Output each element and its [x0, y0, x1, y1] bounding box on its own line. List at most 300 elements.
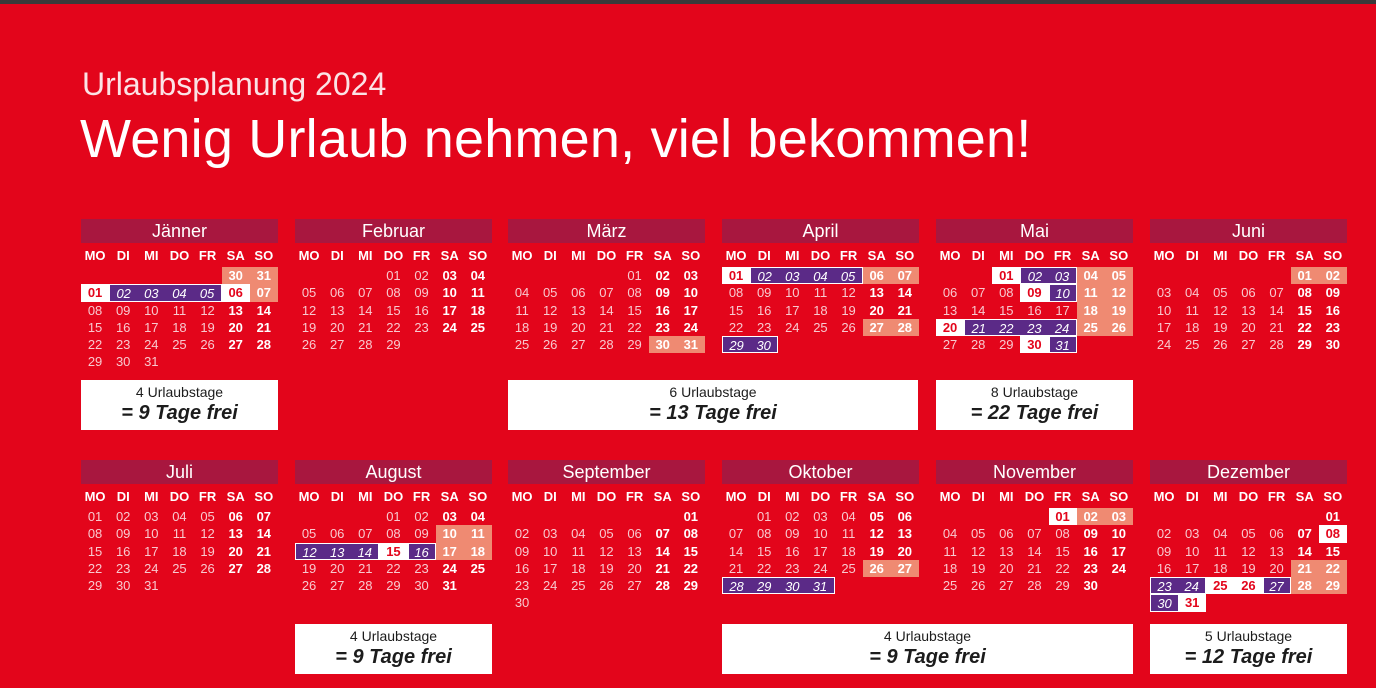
day-cell: 05: [1241, 526, 1256, 542]
day-cell: 17: [785, 302, 800, 318]
weekday-label: MI: [785, 489, 800, 504]
day-cell: 07: [599, 285, 614, 301]
day-cell: 16: [115, 543, 131, 559]
day-cell: 06: [627, 526, 642, 542]
day-cell: 05: [194, 284, 222, 301]
day-cell: 03: [1184, 526, 1200, 542]
day-cell: 24: [1178, 577, 1206, 594]
empty-cell: [1020, 508, 1048, 525]
weekday-label: SO: [254, 489, 274, 504]
empty-cell: [351, 267, 379, 284]
day-cell: 26: [970, 578, 986, 594]
day-cell: 01: [386, 509, 401, 524]
weekday-label: FR: [198, 248, 217, 263]
day-cell: 02: [1077, 508, 1105, 525]
weekday-label: SO: [681, 489, 701, 504]
day-cell: 15: [386, 302, 401, 318]
weekday-label: MO: [84, 489, 106, 504]
day-cell: 30: [414, 578, 429, 594]
day-cell: 12: [1213, 302, 1228, 318]
day-cell: 11: [1077, 284, 1105, 301]
day-cell: 10: [436, 525, 464, 542]
empty-cell: [649, 508, 677, 525]
day-cell: 03: [1156, 285, 1172, 301]
weekday-label: DI: [330, 489, 344, 504]
day-cell: 21: [1291, 560, 1319, 577]
summary-box-dez: [1150, 624, 1347, 674]
day-cell: 01: [1291, 267, 1319, 284]
empty-cell: [1206, 508, 1234, 525]
day-cell: 21: [599, 319, 614, 335]
month-mai: [936, 219, 1133, 353]
day-cell: 14: [728, 543, 744, 559]
day-cell: 29: [87, 578, 103, 594]
weekday-label: SO: [895, 489, 915, 504]
day-cell: 12: [599, 543, 614, 559]
day-cell: 13: [999, 543, 1014, 559]
weekday-row: [1150, 248, 1347, 264]
day-cell: 04: [1077, 267, 1105, 284]
day-cell: 14: [599, 302, 614, 318]
day-cell: 07: [891, 267, 919, 284]
day-cell: 10: [683, 285, 699, 301]
day-cell: 27: [627, 578, 642, 594]
weekday-label: MI: [1213, 489, 1228, 504]
day-grid: [936, 267, 1133, 353]
day-cell: 21: [358, 319, 373, 335]
day-cell: 15: [627, 302, 642, 318]
day-cell: 13: [228, 302, 243, 318]
day-cell: 28: [1027, 578, 1042, 594]
day-cell: 29: [627, 337, 642, 353]
weekday-label: MI: [571, 248, 586, 263]
day-cell: 24: [144, 560, 159, 576]
day-cell: 06: [897, 509, 913, 524]
day-cell: 09: [514, 543, 530, 559]
day-cell: 18: [514, 319, 530, 335]
day-cell: 10: [144, 526, 159, 542]
day-cell: 31: [806, 577, 834, 594]
weekday-label: SO: [468, 248, 488, 263]
day-cell: 12: [200, 302, 215, 318]
day-cell: 06: [571, 285, 586, 301]
day-cell: 27: [891, 560, 919, 577]
empty-cell: [592, 267, 620, 284]
day-cell: 10: [813, 526, 828, 542]
day-cell: 09: [414, 526, 429, 542]
day-cell: 02: [115, 509, 131, 524]
day-cell: 31: [677, 336, 705, 353]
empty-cell: [109, 267, 137, 284]
day-cell: 03: [683, 268, 699, 283]
day-cell: 13: [571, 302, 586, 318]
weekday-label: FR: [839, 489, 858, 504]
weekday-label: MI: [785, 248, 800, 263]
day-cell: 23: [1020, 319, 1048, 336]
day-cell: 07: [250, 284, 278, 301]
weekday-row: [722, 489, 919, 505]
day-cell: 29: [722, 336, 750, 353]
day-cell: 17: [1156, 319, 1172, 335]
day-cell: 31: [1178, 594, 1206, 611]
month-header: Oktober: [722, 460, 919, 484]
weekday-label: MO: [725, 248, 747, 263]
weekday-label: SO: [254, 248, 274, 263]
weekday-label: FR: [1053, 248, 1072, 263]
weekday-label: FR: [198, 489, 217, 504]
day-cell: 25: [172, 560, 187, 576]
day-cell: 30: [115, 354, 131, 370]
weekday-label: FR: [412, 489, 431, 504]
day-cell: 01: [992, 267, 1020, 284]
day-cell: 16: [1325, 302, 1341, 318]
day-cell: 15: [1325, 543, 1341, 559]
day-cell: 02: [1156, 526, 1172, 542]
weekday-label: MO: [298, 489, 320, 504]
day-cell: 07: [655, 526, 670, 542]
weekday-label: SA: [1081, 248, 1100, 263]
month-dezember: [1150, 460, 1347, 612]
day-cell: 01: [1325, 509, 1341, 524]
day-cell: 14: [256, 526, 272, 542]
empty-cell: [137, 267, 165, 284]
empty-cell: [564, 267, 592, 284]
day-cell: 12: [542, 302, 558, 318]
day-cell: 09: [414, 285, 429, 301]
day-cell: 10: [785, 285, 800, 301]
day-cell: 19: [542, 319, 558, 335]
day-cell: 21: [728, 560, 744, 576]
weekday-label: DI: [1185, 248, 1199, 263]
day-cell: 08: [627, 285, 642, 301]
day-grid: [1150, 508, 1347, 612]
empty-cell: [964, 508, 992, 525]
summary-box-okt-nov: [722, 624, 1133, 674]
day-cell: 16: [408, 543, 436, 560]
weekday-label: SO: [1109, 248, 1129, 263]
weekday-label: SA: [1081, 489, 1100, 504]
headline: Wenig Urlaub nehmen, viel bekommen!: [80, 109, 1032, 169]
day-cell: 16: [414, 302, 429, 318]
day-cell: 06: [1269, 526, 1284, 542]
day-cell: 27: [1241, 337, 1256, 353]
day-cell: 19: [599, 560, 614, 576]
day-cell: 23: [756, 319, 772, 335]
day-cell: 20: [897, 543, 913, 559]
empty-cell: [1234, 267, 1262, 284]
empty-cell: [1178, 267, 1206, 284]
month-august: [295, 460, 492, 594]
day-cell: 23: [785, 560, 800, 576]
weekday-label: FR: [1267, 248, 1286, 263]
empty-cell: [592, 508, 620, 525]
weekday-row: [936, 248, 1133, 264]
weekday-row: [1150, 489, 1347, 505]
month-november: [936, 460, 1133, 594]
day-cell: 10: [144, 302, 159, 318]
day-cell: 08: [1297, 285, 1312, 301]
weekday-label: SO: [1109, 489, 1129, 504]
day-cell: 28: [599, 337, 614, 353]
day-cell: 31: [144, 354, 159, 370]
day-cell: 29: [1319, 577, 1347, 594]
day-cell: 18: [1213, 560, 1228, 576]
weekday-label: DO: [383, 489, 404, 504]
day-cell: 29: [87, 354, 103, 370]
weekday-label: MO: [1153, 248, 1175, 263]
weekday-label: SA: [440, 248, 459, 263]
day-cell: 23: [1325, 319, 1341, 335]
day-cell: 16: [514, 560, 530, 576]
day-cell: 17: [683, 302, 699, 318]
day-cell: 20: [228, 319, 243, 335]
day-cell: 18: [571, 560, 586, 576]
day-cell: 26: [863, 560, 891, 577]
weekday-row: [295, 489, 492, 505]
weekday-label: SA: [440, 489, 459, 504]
day-grid: [295, 267, 492, 353]
day-cell: 22: [728, 319, 744, 335]
day-cell: 01: [386, 268, 401, 283]
weekday-row: [508, 489, 705, 505]
day-cell: 04: [514, 285, 530, 301]
day-cell: 04: [470, 268, 486, 283]
weekday-label: SO: [468, 489, 488, 504]
empty-cell: [936, 508, 964, 525]
day-cell: 16: [655, 302, 670, 318]
day-cell: 15: [87, 319, 103, 335]
day-cell: 15: [683, 543, 699, 559]
weekday-label: SA: [653, 489, 672, 504]
day-cell: 25: [514, 337, 530, 353]
day-cell: 29: [683, 578, 699, 594]
day-cell: 17: [436, 543, 464, 560]
day-cell: 28: [256, 560, 272, 576]
day-cell: 12: [1241, 543, 1256, 559]
day-cell: 02: [1020, 267, 1048, 284]
day-cell: 02: [109, 284, 137, 301]
day-cell: 23: [414, 319, 429, 335]
day-cell: 14: [655, 543, 670, 559]
day-cell: 13: [627, 543, 642, 559]
weekday-label: DI: [116, 489, 130, 504]
weekday-label: DO: [1024, 248, 1045, 263]
day-cell: 16: [115, 319, 131, 335]
top-border: [0, 0, 1376, 4]
day-cell: 17: [542, 560, 558, 576]
day-cell: 18: [172, 319, 187, 335]
day-cell: 19: [200, 319, 215, 335]
day-cell: 28: [655, 578, 670, 594]
month-header: Februar: [295, 219, 492, 243]
day-cell: 28: [891, 319, 919, 336]
day-cell: 06: [942, 285, 958, 301]
day-cell: 05: [1105, 267, 1133, 284]
day-cell: 19: [200, 543, 215, 559]
day-cell: 09: [756, 285, 772, 301]
free-days-label: = 9 Tage frei: [335, 646, 452, 668]
month-april: [722, 219, 919, 353]
day-cell: 22: [992, 319, 1020, 336]
month-header: März: [508, 219, 705, 243]
day-cell: 09: [1083, 526, 1098, 542]
free-days-label: = 22 Tage frei: [970, 402, 1099, 424]
day-cell: 12: [301, 302, 317, 318]
day-cell: 29: [386, 337, 401, 353]
day-cell: 22: [756, 560, 772, 576]
summary-box-aug: [295, 624, 492, 674]
day-cell: 26: [1105, 319, 1133, 336]
empty-cell: [508, 267, 536, 284]
day-cell: 20: [571, 319, 586, 335]
day-cell: 09: [115, 526, 131, 542]
weekday-label: DO: [1238, 248, 1259, 263]
day-cell: 13: [323, 543, 351, 560]
month-februar: [295, 219, 492, 353]
day-cell: 10: [1111, 526, 1127, 542]
day-cell: 06: [1241, 285, 1256, 301]
day-cell: 25: [470, 560, 486, 576]
vacation-days-label: 4 Urlaubstage: [135, 384, 224, 400]
day-cell: 02: [750, 267, 778, 284]
weekday-label: DO: [1238, 489, 1259, 504]
month-header: Juni: [1150, 219, 1347, 243]
day-cell: 12: [1105, 284, 1133, 301]
day-cell: 26: [599, 578, 614, 594]
day-cell: 14: [256, 302, 272, 318]
summary-box-mar-apr: [508, 380, 918, 430]
day-cell: 26: [301, 578, 317, 594]
day-cell: 26: [301, 337, 317, 353]
day-cell: 08: [87, 526, 103, 542]
weekday-label: SO: [1323, 248, 1343, 263]
day-cell: 24: [1156, 337, 1172, 353]
day-cell: 22: [87, 337, 103, 353]
empty-cell: [508, 508, 536, 525]
day-cell: 19: [970, 560, 986, 576]
weekday-label: MI: [999, 489, 1014, 504]
weekday-label: SA: [1295, 489, 1314, 504]
vacation-days-label: 8 Urlaubstage: [990, 384, 1079, 400]
empty-cell: [351, 508, 379, 525]
day-cell: 26: [200, 337, 215, 353]
day-cell: 23: [115, 337, 131, 353]
free-days-label: = 9 Tage frei: [869, 646, 986, 668]
day-cell: 23: [655, 319, 670, 335]
day-cell: 21: [358, 560, 373, 576]
day-cell: 08: [728, 285, 744, 301]
day-cell: 06: [222, 284, 250, 301]
day-cell: 15: [1297, 302, 1312, 318]
day-cell: 29: [1297, 337, 1312, 353]
day-cell: 15: [999, 302, 1014, 318]
day-cell: 22: [1319, 560, 1347, 577]
weekday-label: DO: [810, 489, 831, 504]
day-cell: 21: [256, 543, 272, 559]
day-cell: 25: [1184, 337, 1200, 353]
day-cell: 17: [144, 319, 159, 335]
day-cell: 08: [1055, 526, 1070, 542]
day-cell: 17: [144, 543, 159, 559]
day-cell: 01: [722, 267, 750, 284]
day-cell: 20: [329, 319, 345, 335]
day-cell: 01: [81, 284, 109, 301]
day-cell: 30: [778, 577, 806, 594]
day-cell: 15: [379, 543, 407, 560]
weekday-label: FR: [1267, 489, 1286, 504]
day-cell: 04: [172, 509, 187, 524]
weekday-label: SA: [653, 248, 672, 263]
day-cell: 24: [442, 319, 457, 335]
month-header: April: [722, 219, 919, 243]
day-cell: 09: [115, 302, 131, 318]
day-cell: 08: [756, 526, 772, 542]
day-cell: 25: [470, 319, 486, 335]
day-cell: 03: [1105, 508, 1133, 525]
empty-cell: [323, 267, 351, 284]
day-cell: 03: [137, 284, 165, 301]
day-cell: 10: [542, 543, 558, 559]
day-cell: 01: [627, 268, 642, 283]
day-cell: 20: [627, 560, 642, 576]
month-header: September: [508, 460, 705, 484]
day-cell: 30: [1325, 337, 1341, 353]
weekday-label: DO: [596, 489, 617, 504]
empty-cell: [295, 508, 323, 525]
day-cell: 17: [442, 302, 457, 318]
day-cell: 02: [514, 526, 530, 542]
day-cell: 20: [1241, 319, 1256, 335]
day-grid: [936, 508, 1133, 594]
empty-cell: [536, 267, 564, 284]
day-cell: 26: [542, 337, 558, 353]
empty-cell: [1263, 508, 1291, 525]
day-cell: 23: [1083, 560, 1098, 576]
weekday-label: MO: [511, 248, 533, 263]
empty-cell: [936, 267, 964, 284]
day-cell: 04: [841, 509, 856, 524]
day-cell: 15: [1055, 543, 1070, 559]
weekday-row: [81, 489, 278, 505]
weekday-row: [295, 248, 492, 264]
day-grid: [508, 508, 705, 612]
weekday-label: SA: [1295, 248, 1314, 263]
day-cell: 13: [1241, 302, 1256, 318]
day-cell: 25: [1206, 577, 1234, 594]
weekday-label: MI: [571, 489, 586, 504]
day-cell: 21: [256, 319, 272, 335]
day-cell: 10: [1184, 543, 1200, 559]
day-cell: 21: [655, 560, 670, 576]
day-cell: 04: [942, 526, 958, 542]
weekday-label: MI: [1213, 248, 1228, 263]
day-cell: 11: [571, 543, 586, 559]
day-cell: 27: [571, 337, 586, 353]
day-cell: 11: [841, 526, 856, 542]
day-cell: 25: [172, 337, 187, 353]
weekday-label: MO: [84, 248, 106, 263]
day-cell: 11: [1185, 302, 1199, 318]
day-cell: 25: [571, 578, 586, 594]
weekday-label: MO: [725, 489, 747, 504]
day-cell: 15: [728, 302, 744, 318]
day-cell: 05: [599, 526, 614, 542]
weekday-label: DI: [116, 248, 130, 263]
day-cell: 13: [329, 302, 345, 318]
day-cell: 20: [1269, 560, 1284, 576]
day-cell-prev-month: 31: [250, 267, 278, 284]
day-cell: 19: [869, 543, 884, 559]
